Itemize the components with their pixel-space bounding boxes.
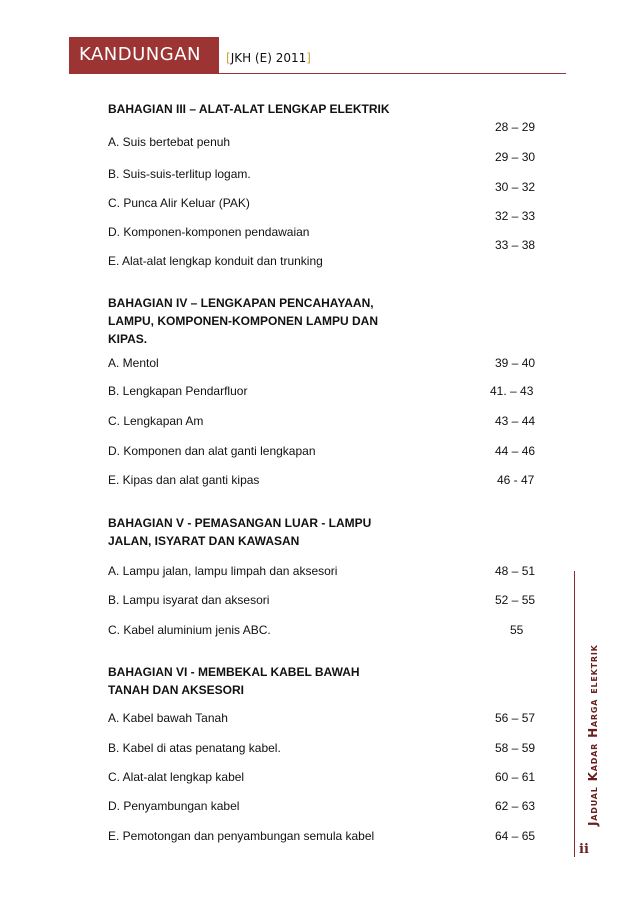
page-title: KANDUNGAN	[79, 44, 201, 65]
toc-item-pages: 60 – 61	[495, 770, 536, 784]
sidebar-title: Jadual Kadar Harga elektrik	[586, 644, 600, 826]
section-heading	[108, 514, 371, 550]
toc-item-pages: 56 – 57	[495, 711, 536, 725]
section-heading-line: BAHAGIAN VI - MEMBEKAL KABEL BAWAH	[108, 665, 360, 679]
toc-item-pages: 28 – 29	[495, 120, 536, 134]
section-heading-line: BAHAGIAN IV – LENGKAPAN PENCAHAYAAN,	[108, 296, 374, 310]
toc-item-label: B. Lampu isyarat dan aksesori	[108, 593, 270, 607]
section-heading	[108, 100, 390, 118]
toc-item-label: D. Komponen-komponen pendawaian	[108, 225, 310, 239]
header-rule	[69, 73, 566, 74]
toc-item-pages: 48 – 51	[495, 564, 536, 578]
toc-item-label: C. Punca Alir Keluar (PAK)	[108, 196, 250, 210]
toc-item-label: C. Alat-alat lengkap kabel	[108, 770, 245, 784]
bracket-close: ]	[306, 51, 311, 65]
toc-item-pages: 58 – 59	[495, 741, 536, 755]
section-heading-line: KIPAS.	[108, 332, 148, 346]
toc-item-pages: 43 – 44	[495, 414, 536, 428]
section-heading-line: JALAN, ISYARAT DAN KAWASAN	[108, 534, 300, 548]
toc-item-pages: 32 – 33	[495, 209, 536, 223]
toc-item-pages: 64 – 65	[495, 829, 536, 843]
toc-item-pages: 29 – 30	[495, 150, 536, 164]
toc-item-pages: 41. – 43	[490, 384, 534, 398]
sidebar-rule	[574, 571, 575, 857]
section-heading-line: TANAH DAN AKSESORI	[108, 683, 245, 697]
toc-item-pages: 30 – 32	[495, 180, 536, 194]
bracket-open: [	[226, 51, 231, 65]
toc-item-pages: 46 - 47	[497, 473, 535, 487]
toc-item-label: C. Kabel aluminium jenis ABC.	[108, 623, 271, 637]
section-heading-line: LAMPU, KOMPONEN-KOMPONEN LAMPU DAN	[108, 314, 378, 328]
section-heading	[108, 294, 378, 348]
toc-item-label: D. Penyambungan kabel	[108, 799, 240, 813]
toc-item-label: A. Mentol	[108, 356, 159, 370]
toc-item-label: E. Alat-alat lengkap konduit dan trunking	[108, 254, 323, 268]
document-code-text: JKH (E) 2011	[230, 51, 307, 65]
page-number: ii	[579, 842, 589, 857]
toc-item-pages: 33 – 38	[495, 238, 536, 252]
toc-item-pages: 55	[510, 623, 524, 637]
section-heading-line: BAHAGIAN III – ALAT-ALAT LENGKAP ELEKTRIK	[108, 102, 390, 116]
toc-item-label: A. Suis bertebat penuh	[108, 135, 231, 149]
toc-item-label: C. Lengkapan Am	[108, 414, 204, 428]
toc-item-label: B. Kabel di atas penatang kabel.	[108, 741, 281, 755]
toc-item-label: E. Pemotongan dan penyambungan semula kabel	[108, 829, 375, 843]
toc-item-label: A. Kabel bawah Tanah	[108, 711, 228, 725]
toc-item-label: B. Suis-suis-terlitup logam.	[108, 167, 251, 181]
toc-item-label: B. Lengkapan Pendarfluor	[108, 384, 248, 398]
toc-item-pages: 39 – 40	[495, 356, 536, 370]
toc-item-pages: 62 – 63	[495, 799, 536, 813]
document-code	[226, 51, 311, 65]
toc-item-pages: 44 – 46	[495, 444, 536, 458]
section-heading-line: BAHAGIAN V - PEMASANGAN LUAR - LAMPU	[108, 516, 372, 530]
toc-item-label: D. Komponen dan alat ganti lengkapan	[108, 444, 316, 458]
toc-item-label: E. Kipas dan alat ganti kipas	[108, 473, 260, 487]
toc-item-label: A. Lampu jalan, lampu limpah dan aksesori	[108, 564, 338, 578]
toc-item-pages: 52 – 55	[495, 593, 536, 607]
section-heading	[108, 663, 360, 699]
